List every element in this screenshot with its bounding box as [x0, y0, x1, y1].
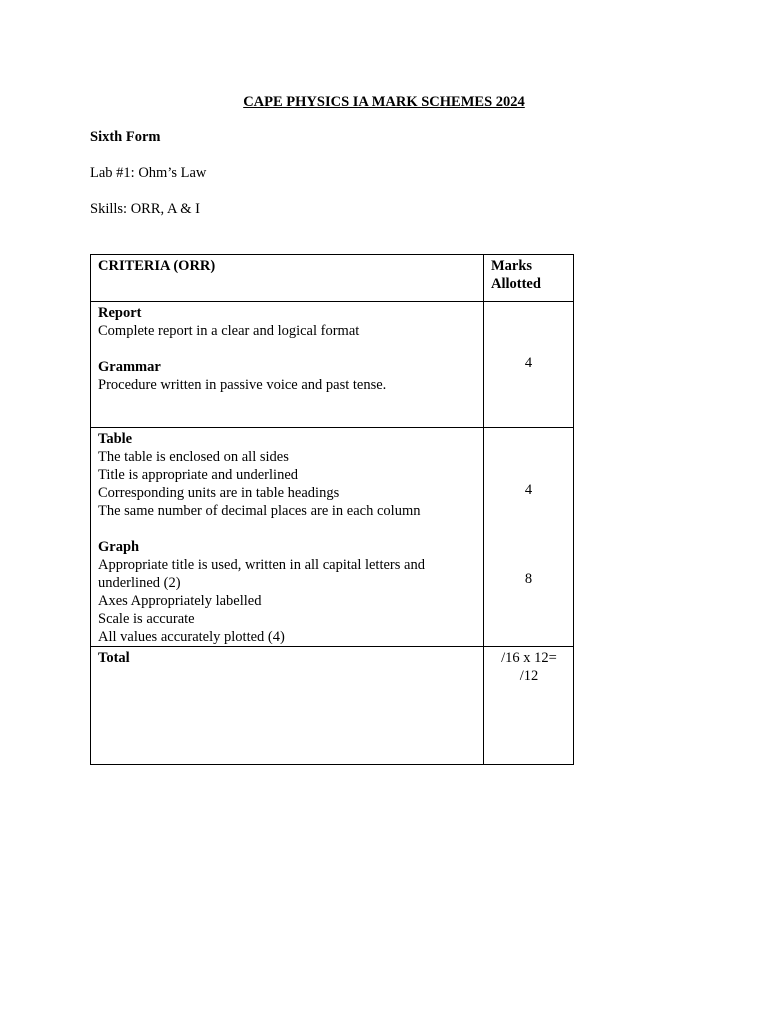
spacer — [98, 520, 477, 538]
graph-criterion: Axes Appropriately labelled — [98, 593, 262, 609]
table-graph-marks-cell — [484, 428, 574, 647]
table-criterion: Corresponding units are in table headings — [98, 485, 340, 501]
marks-header-cell — [484, 255, 574, 302]
report-heading: Report — [98, 305, 142, 321]
total-marks-line2: /12 — [519, 668, 539, 684]
table-row-report — [91, 302, 574, 428]
marks-header-line2: Allotted — [491, 276, 541, 292]
table-criterion: The same number of decimal places are in each column — [98, 503, 421, 519]
lab-title: Lab #1: Ohm’s Law — [90, 165, 207, 181]
table-marks: 4 — [524, 482, 533, 498]
document-subtitle: Sixth Form — [90, 129, 161, 145]
report-criteria-cell — [91, 302, 484, 428]
mark-scheme-table — [90, 254, 574, 765]
grammar-line: Procedure written in passive voice and past tense. — [98, 377, 387, 393]
graph-heading: Graph — [98, 539, 140, 555]
table-criterion: The table is enclosed on all sides — [98, 449, 289, 465]
report-marks-cell — [484, 302, 574, 428]
total-label: Total — [98, 650, 130, 666]
table-header-row — [91, 255, 574, 302]
report-marks: 4 — [524, 355, 533, 371]
report-line: Complete report in a clear and logical format — [98, 323, 360, 339]
document-title: CAPE PHYSICS IA MARK SCHEMES 2024 — [243, 94, 525, 110]
criteria-header-cell — [91, 255, 484, 302]
table-row-table-graph — [91, 428, 574, 647]
criteria-header: CRITERIA (ORR) — [98, 258, 216, 274]
table-row-total — [91, 647, 574, 765]
total-marks-line1: /16 x 12= — [501, 650, 557, 666]
marks-header-line1: Marks — [491, 258, 533, 274]
skills-line: Skills: ORR, A & I — [90, 201, 200, 217]
total-label-cell — [91, 647, 484, 765]
graph-criterion: Scale is accurate — [98, 611, 195, 627]
grammar-heading: Grammar — [98, 359, 161, 375]
table-heading: Table — [98, 431, 133, 447]
graph-marks: 8 — [524, 571, 533, 587]
graph-criterion: Appropriate title is used, written in all capital letters and underlined (2) — [98, 557, 425, 591]
graph-criterion: All values accurately plotted (4) — [98, 629, 285, 645]
spacer — [98, 340, 477, 358]
table-graph-criteria-cell — [91, 428, 484, 647]
total-marks-cell — [484, 647, 574, 765]
table-criterion: Title is appropriate and underlined — [98, 467, 299, 483]
